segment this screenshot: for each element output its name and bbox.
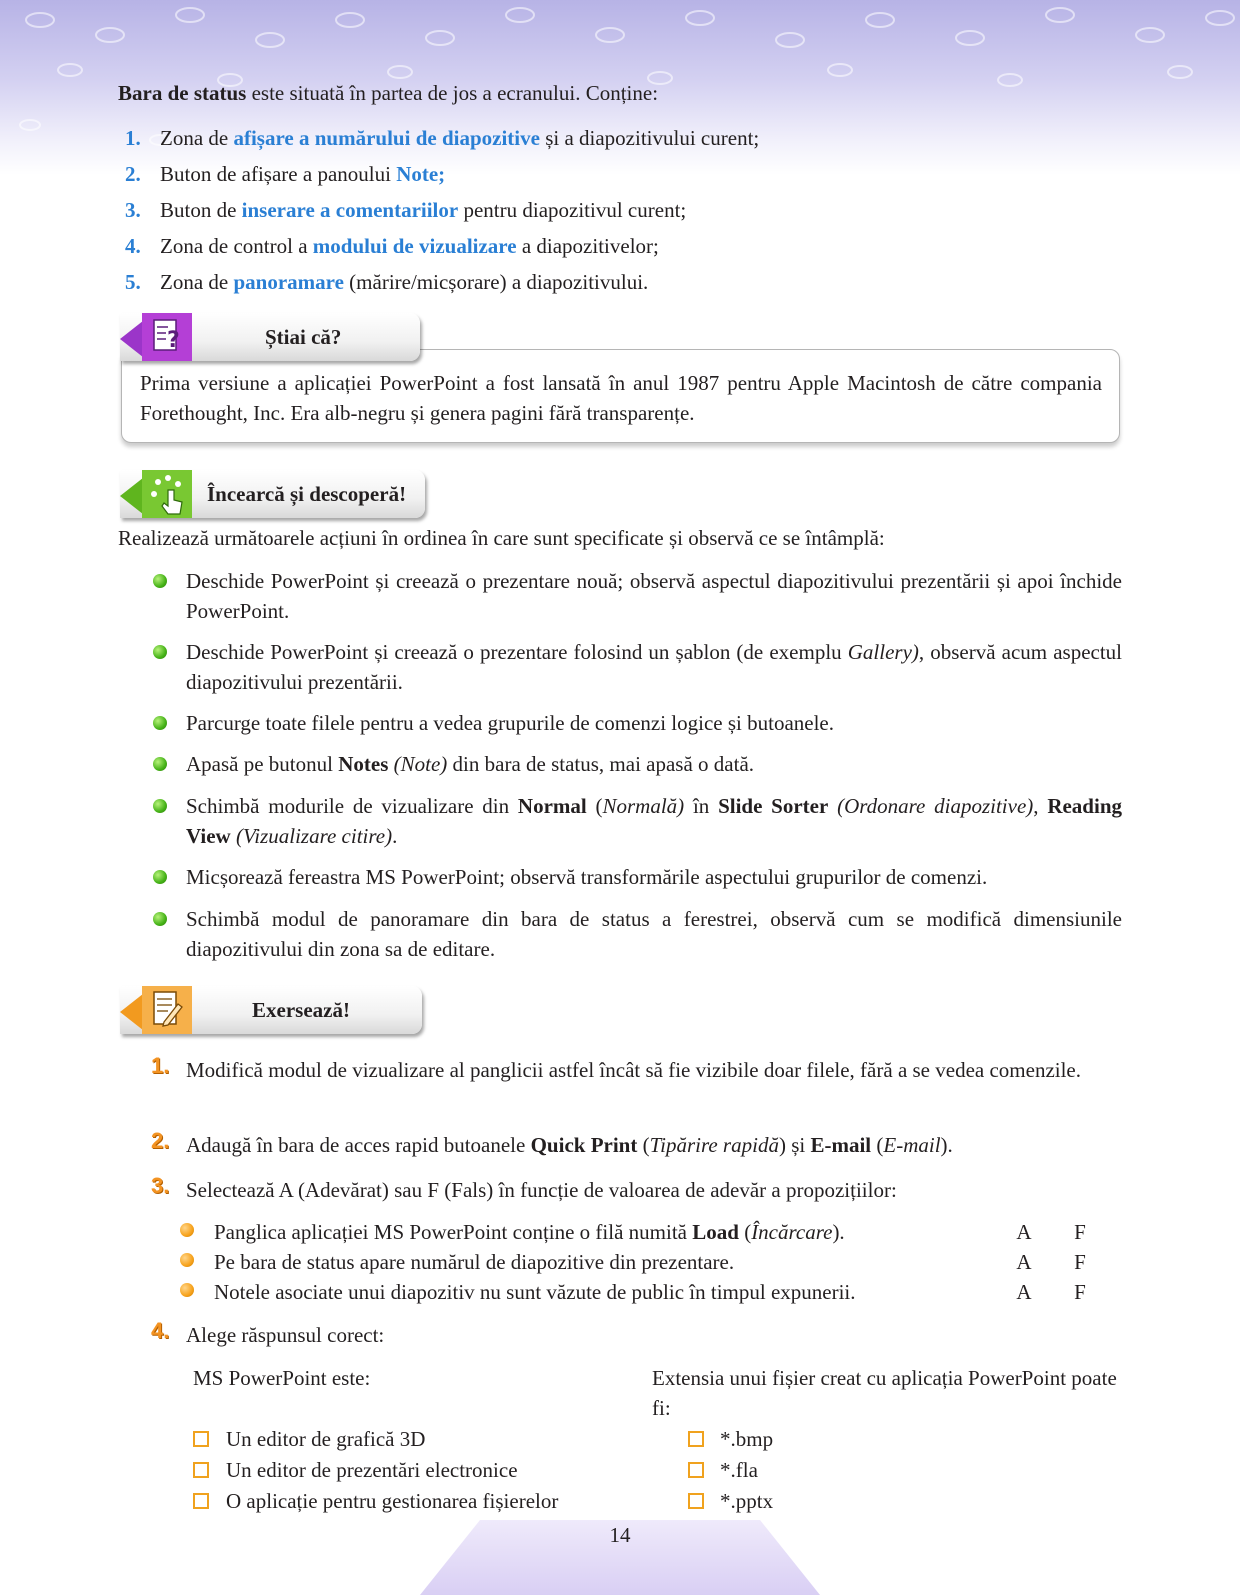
false-option[interactable]: F <box>1074 1250 1086 1274</box>
text: ( <box>586 794 603 818</box>
text: Adaugă în bara de acces rapid butoanele <box>186 1133 531 1157</box>
incearca-bullet-6: Micșorează fereastra MS PowerPoint; observă transformările aspectului grupurilor de comenzi. <box>186 865 988 889</box>
bold-text: Quick Print <box>530 1133 638 1157</box>
item-text: Zona de control a <box>160 234 313 258</box>
item-number: 5. <box>125 270 141 294</box>
false-option[interactable]: F <box>1074 1280 1086 1304</box>
bullet-icon <box>153 645 167 659</box>
text: din bara de status, mai apasă o dată. <box>447 752 755 776</box>
question-document-icon <box>120 313 192 361</box>
exercise-3-text: Selectează A (Adevărat) sau F (Fals) în funcție de valoarea de adevăr a propozițiilor: <box>186 1178 897 1202</box>
left-option-2: Un editor de prezentări electronice <box>226 1458 518 1482</box>
text: ( <box>637 1133 650 1157</box>
text: Apasă pe butonul <box>186 752 339 776</box>
item-text: Zona de <box>160 270 234 294</box>
right-option-3: *.pptx <box>720 1489 774 1513</box>
exerseaza-title: Exersează! <box>252 998 350 1022</box>
incearca-bullet-2 <box>186 637 1122 697</box>
bullet-icon <box>180 1223 194 1237</box>
text: . <box>392 824 398 848</box>
exercise-number: 4. <box>151 1318 170 1343</box>
page-number: 14 <box>609 1523 631 1547</box>
incearca-bullet-3: Parcurge toate filele pentru a vedea grupurile de comenzi logice și butoanele. <box>186 711 835 735</box>
incearca-bullet-7: Schimbă modul de panoramare din bara de status a ferestrei, observă cum se modifică dimensiunile diapozitivului din zona sa de editare. <box>186 907 1122 961</box>
incearca-bullet-5 <box>186 791 1122 851</box>
tf-statement-3: Notele asociate unui diapozitiv nu sunt văzute de public în timpul expunerii. <box>214 1280 856 1304</box>
exerseaza-tab <box>120 986 422 1034</box>
svg-text:?: ? <box>167 328 180 353</box>
italic-text: (Ordonare diapozitive) <box>828 794 1034 818</box>
right-question: Extensia unui fișier creat cu aplicația PowerPoint poate fi: <box>652 1366 1117 1420</box>
bold-text: Load <box>692 1220 739 1244</box>
exercise-number: 2. <box>151 1128 170 1153</box>
stiai-text: Prima versiune a aplicației PowerPoint a fost lansată în anul 1987 pentru Apple Macintosh de către compania Forethought, Inc. Era alb-negru și genera pagini fără transparențe. <box>140 371 1102 425</box>
text: ) și <box>778 1133 811 1157</box>
left-option-1: Un editor de grafică 3D <box>226 1427 426 1451</box>
checkbox[interactable] <box>688 1462 704 1478</box>
exercise-4-text: Alege răspunsul corect: <box>186 1323 385 1347</box>
item-highlight: modului de vizualizare <box>312 234 517 258</box>
exercise-number: 3. <box>151 1173 170 1198</box>
exercise-number: 1. <box>151 1053 170 1078</box>
item-text: pentru diapozitivul curent; <box>458 198 687 222</box>
incearca-tab <box>120 470 425 518</box>
list-item <box>125 123 759 153</box>
true-option[interactable]: A <box>1016 1220 1032 1244</box>
touch-hand-icon <box>120 470 192 518</box>
bold-text: Normal <box>517 794 587 818</box>
right-option-1: *.bmp <box>720 1427 774 1451</box>
item-highlight: afișare a numărului de diapozitive <box>233 126 540 150</box>
text: Schimbă modurile de vizualizare din <box>186 794 518 818</box>
bold-text: Notes <box>338 752 389 776</box>
italic-text: Gallery) <box>847 640 919 664</box>
item-highlight: panoramare <box>233 270 344 294</box>
stiai-title: Știai că? <box>265 325 342 349</box>
item-text: Zona de <box>160 126 234 150</box>
true-option[interactable]: A <box>1016 1250 1032 1274</box>
status-intro-text: este situată în partea de jos a ecranului. Conține: <box>246 81 659 105</box>
bullet-icon <box>153 757 167 771</box>
incearca-bullet-4 <box>186 749 1122 779</box>
bullet-icon <box>153 574 167 588</box>
stiai-box <box>121 349 1120 443</box>
list-item <box>125 195 686 225</box>
checkbox[interactable] <box>688 1493 704 1509</box>
item-highlight: Note; <box>396 162 446 186</box>
exercise-2-text <box>186 1130 1122 1160</box>
list-item <box>125 231 659 261</box>
item-number: 2. <box>125 162 141 186</box>
checkbox[interactable] <box>193 1431 209 1447</box>
list-item <box>125 267 648 297</box>
item-text: Buton de afișare a panoului <box>160 162 397 186</box>
text: Panglica aplicației MS PowerPoint conține o filă numită <box>214 1220 693 1244</box>
item-highlight: inserare a comentariilor <box>241 198 459 222</box>
bullet-icon <box>153 716 167 730</box>
text: ( <box>871 1133 884 1157</box>
text: , <box>1033 794 1048 818</box>
italic-text: (Vizualizare citire) <box>230 824 393 848</box>
bullet-icon <box>153 912 167 926</box>
exercise-1-text: Modifică modul de vizualizare al panglicii astfel încât să fie vizibile doar filele, fără a se vedea comenzile. <box>186 1058 1082 1082</box>
item-number: 4. <box>125 234 141 258</box>
left-question: MS PowerPoint este: <box>193 1366 371 1390</box>
pencil-document-icon <box>120 986 192 1034</box>
item-text: (mărire/micșorare) a diapozitivului. <box>343 270 649 294</box>
text: în <box>684 794 719 818</box>
checkbox[interactable] <box>193 1462 209 1478</box>
bullet-icon <box>180 1283 194 1297</box>
italic-text: (Note) <box>388 752 448 776</box>
bullet-icon <box>180 1253 194 1267</box>
checkbox[interactable] <box>193 1493 209 1509</box>
checkbox[interactable] <box>688 1431 704 1447</box>
left-option-3: O aplicație pentru gestionarea fișierelor <box>226 1489 559 1513</box>
incearca-bullet-1: Deschide PowerPoint și creează o prezentare nouă; observă aspectul diapozitivului prezentării și apoi închide PowerPoint. <box>186 569 1122 623</box>
incearca-intro: Realizează următoarele acțiuni în ordinea în care sunt specificate și observă ce se întâmplă: <box>118 526 885 550</box>
bold-text: Slide Sorter <box>718 794 829 818</box>
item-number: 1. <box>125 126 141 150</box>
tf-statement-1 <box>214 1217 994 1247</box>
italic-text: Încărcare <box>751 1220 833 1244</box>
bold-text: Reading View <box>186 794 1122 848</box>
text: ). <box>832 1220 845 1244</box>
text: , observă acum aspectul diapozitivului prezentării. <box>186 640 1123 694</box>
right-option-2: *.fla <box>720 1458 758 1482</box>
item-text: a diapozitivelor; <box>516 234 659 258</box>
item-number: 3. <box>125 198 141 222</box>
status-intro-bold: Bara de status <box>118 81 247 105</box>
bullet-icon <box>153 870 167 884</box>
tf-statement-2: Pe bara de status apare numărul de diapozitive din prezentare. <box>214 1250 735 1274</box>
true-option[interactable]: A <box>1016 1280 1032 1304</box>
italic-text: E-mail <box>883 1133 941 1157</box>
item-text: și a diapozitivului curent; <box>539 126 760 150</box>
bullet-icon <box>153 799 167 813</box>
list-item <box>125 159 445 189</box>
false-option[interactable]: F <box>1074 1220 1086 1244</box>
item-text: Buton de <box>160 198 242 222</box>
text: Deschide PowerPoint și creează o prezentare folosind un șablon (de exemplu <box>186 640 848 664</box>
text: ). <box>940 1133 953 1157</box>
italic-text: Normală) <box>602 794 685 818</box>
stiai-tab <box>120 313 420 361</box>
italic-text: Tipărire rapidă <box>649 1133 779 1157</box>
status-intro <box>118 78 658 108</box>
text: ( <box>738 1220 752 1244</box>
incearca-title: Încearcă și descoperă! <box>207 482 407 506</box>
bold-text: E-mail <box>810 1133 872 1157</box>
